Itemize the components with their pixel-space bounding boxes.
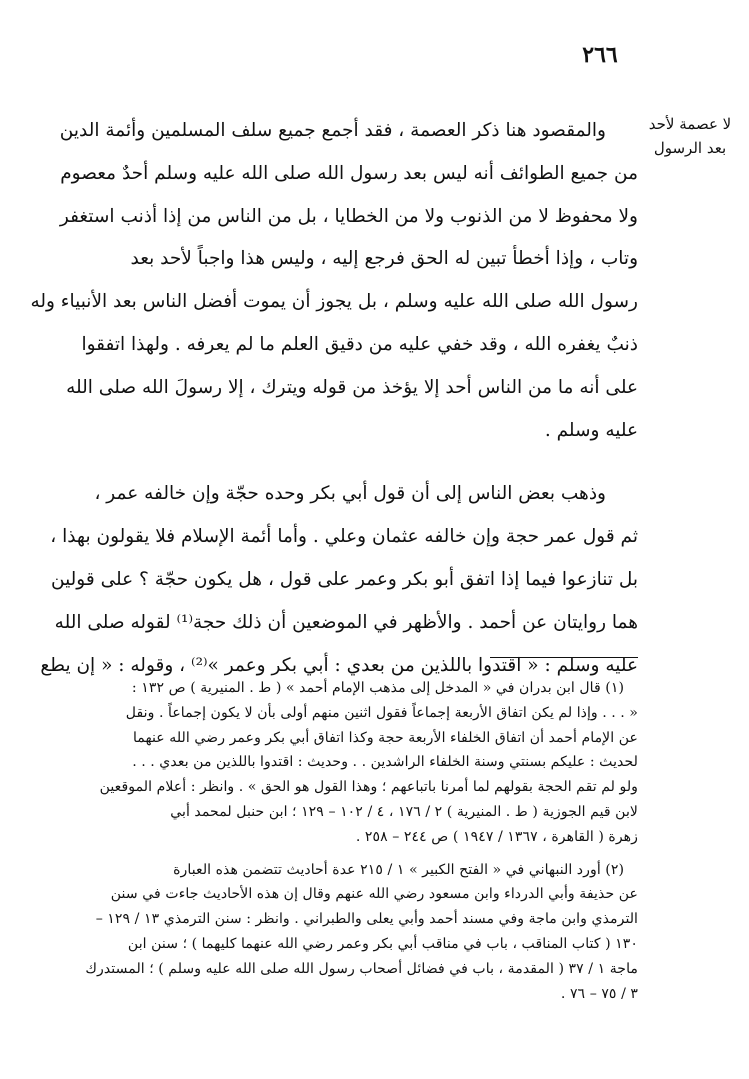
margin-note-line: بعد الرسول	[653, 139, 727, 157]
text-line: على أنه ما من الناس أحد إلا يؤخذ من قوله ويترك ، إلا رسولَ الله صلى الله	[66, 376, 638, 398]
paragraph-2	[40, 473, 638, 687]
text-line: من جميع الطوائف أنه ليس بعد رسول الله صلى الله عليه وسلم أحدٌ معصوم	[60, 162, 638, 184]
footnote-line: الترمذي وابن ماجة وفي مسند أحمد وأبي يعلى والطبراني . وانظر : سنن الترمذي ١٣ / ١٢٩ –	[95, 911, 638, 928]
footnote-line: زهرة ( القاهرة ، ١٣٦٧ / ١٩٤٧ ) ص ٢٤٤ – ٢٥٨ .	[355, 828, 638, 845]
footnote-2	[85, 858, 638, 1007]
margin-note-line: لا عصمة لأحد	[648, 115, 732, 133]
footnote-line: ١٣٠ ( كتاب المناقب ، باب في مناقب أبي بكر وعمر رضي الله عنهما كليهما ) ؛ سنن ابن	[127, 935, 638, 952]
text-line: رسول الله صلى الله عليه وسلم ، بل يجوز أن يموت أفضل الناس بعد الأنبياء وله	[30, 291, 638, 313]
text-line: ثم قول عمر حجة وإن خالفه عثمان وعلي . وأما أئمة الإسلام فلا يقولون بهذا ،	[50, 526, 638, 548]
main-text	[30, 110, 638, 687]
footnote-line: « . . . وإذا لم يكن اتفاق الأربعة إجماعاً فقول اثنين منهم أولى بأن لا يكون إجماعاً . ونقل	[125, 704, 638, 721]
footnote-line: عن الإمام أحمد أن اتفاق الخلفاء الأربعة حجة وكذا اتفاق أبي بكر وعمر رضي الله عنهما	[132, 729, 638, 746]
text-line: والمقصود هنا ذكر العصمة ، فقد أجمع جميع سلف المسلمين وأئمة الدين	[59, 120, 606, 141]
footnote-line: (١) قال ابن بدران في « المدخل إلى مذهب الإمام أحمد » ( ط . المنيرية ) ص ١٣٢ :	[131, 680, 624, 696]
footnote-separator	[490, 657, 638, 658]
margin-note	[640, 112, 740, 160]
footnote-line: ماجة ١ / ٣٧ ( المقدمة ، باب في فضائل أصحاب رسول الله صلى الله عليه وسلم ) ؛ المستدرك	[85, 960, 638, 977]
footnote-line: ٣ / ٧٥ – ٧٦ .	[560, 985, 638, 1002]
text-line: وتاب ، وإذا أخطأ تبين له الحق فرجع إليه ، وليس هذا واجباً لأحد بعد	[130, 248, 638, 270]
footnote-1	[99, 676, 638, 850]
text-line: ذنبٌ يغفره الله ، وقد خفي عليه من دقيق العلم ما لم يعرفه . ولهذا اتفقوا	[81, 333, 638, 355]
footnote-line: (٢) أورد النبهاني في « الفتح الكبير » ١ / ٢١٥ عدة أحاديث تتضمن هذه العبارة	[173, 861, 624, 878]
footnote-line: عن حذيفة وأبي الدرداء وابن مسعود رضي الله عنهم وقال إن هذه الأحاديث جاءت في سنن	[110, 886, 638, 903]
footnote-line: لحديث : عليكم بسنتي وسنة الخلفاء الراشدين . . وحديث : اقتدوا باللذين من بعدي . . .	[132, 754, 638, 771]
text-line: عليه وسلم .	[544, 419, 638, 441]
footnote-line: ولو لم تقم الحجة بقولهم لما أمرنا باتباعهم ؛ وهذا القول هو الحق » . وانظر : أعلام الموقعين	[99, 779, 638, 796]
footnote-line: لابن قيم الجوزية ( ط . المنيرية ) ٢ / ١٧٦ ، ٤ / ١٠٢ – ١٢٩ ؛ ابن حنبل لمحمد أبي	[170, 803, 638, 820]
text-line: عليه وسلم : « اقتدوا باللذين من بعدي : أبي بكر وعمر »⁽²⁾ ، وقوله : « إن يطع	[40, 654, 638, 676]
text-line: هما روايتان عن أحمد . والأظهر في الموضعين أن ذلك حجة⁽¹⁾ لقوله صلى الله	[54, 611, 638, 633]
paragraph-1	[30, 110, 638, 452]
footnotes	[85, 676, 638, 1006]
text-line: ولا محفوظ لا من الذنوب ولا من الخطايا ، بل من الناس من إذا أذنب استغفر	[59, 205, 638, 227]
text-line: وذهب بعض الناس إلى أن قول أبي بكر وحده حجّة وإن خالفه عمر ،	[94, 483, 606, 505]
text-line: بل تنازعوا فيما إذا اتفق أبو بكر وعمر على قول ، هل يكون حجّة ؟ على قولين	[50, 568, 638, 590]
page-number: ٢٦٦	[582, 42, 618, 68]
